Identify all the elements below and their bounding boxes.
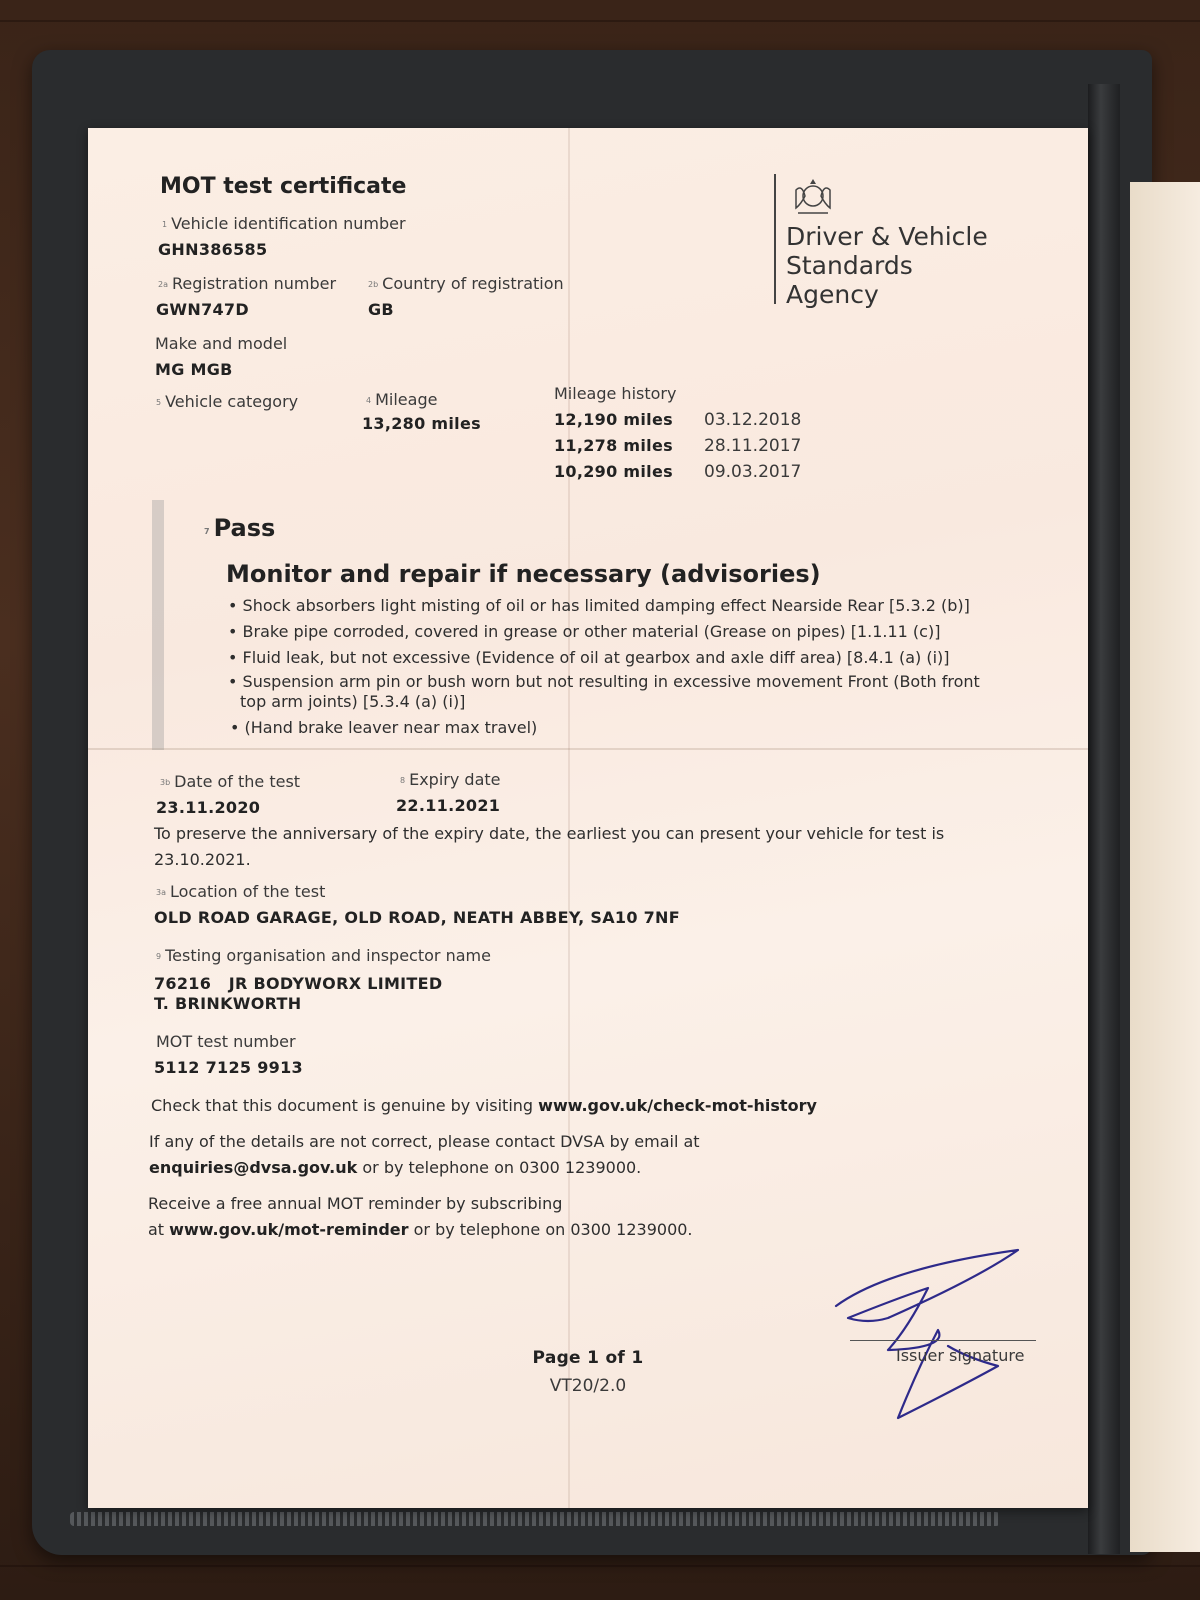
check-genuine-text [151, 1092, 817, 1119]
result-field-number: 7 [204, 527, 210, 536]
category-field-number: 5 [156, 398, 162, 407]
test-date-value: 23.11.2020 [156, 798, 261, 817]
contact-text-line-1: If any of the details are not correct, please contact DVSA by email at [149, 1132, 700, 1151]
agency-name-line-3: Agency [786, 280, 879, 309]
dvsa-logo [774, 174, 1016, 309]
contact-text-line-2 [149, 1154, 641, 1181]
mileage-history-date-2: 28.11.2017 [704, 436, 802, 456]
advisory-item: • Fluid leak, but not excessive (Evidence of oil at gearbox and axle diff area) [8.4.1 (a) (i)] [228, 648, 950, 667]
country-label: Country of registration [382, 274, 564, 293]
country-value: GB [368, 300, 394, 319]
mot-reminder-link[interactable]: www.gov.uk/mot-reminder [169, 1220, 409, 1239]
preserve-note-line-1: To preserve the anniversary of the expiry date, the earliest you can present your vehicle for test is [154, 824, 945, 843]
advisory-text: Fluid leak, but not excessive (Evidence of oil at gearbox and axle diff area) [8.4.1 (a) (i)] [242, 648, 950, 667]
mileage-label-row [366, 390, 437, 409]
advisory-item: • Suspension arm pin or bush worn but not resulting in excessive movement Front (Both front [228, 672, 980, 691]
test-result: Pass [213, 514, 276, 542]
expiry-date-value: 22.11.2021 [396, 796, 501, 815]
vin-value: GHN386585 [158, 240, 268, 259]
contact-phone-text: or by telephone on 0300 1239000. [357, 1158, 642, 1177]
expiry-date-label-row [400, 770, 500, 789]
test-number-label: MOT test number [156, 1032, 296, 1051]
mileage-history-miles-3: 10,290 miles [554, 462, 673, 481]
advisory-text: Shock absorbers light misting of oil or has limited damping effect Nearside Rear [5.3.2 (b)] [242, 596, 970, 615]
result-row [204, 514, 275, 542]
country-field-number: 2b [368, 280, 379, 289]
form-code: VT20/2.0 [549, 1376, 627, 1396]
mileage-history-miles-1: 12,190 miles [554, 410, 673, 429]
advisory-text: Brake pipe corroded, covered in grease or other material (Grease on pipes) [1.1.11 (c)] [242, 622, 941, 641]
location-label: Location of the test [170, 882, 326, 901]
registration-label: Registration number [172, 274, 337, 293]
category-label: Vehicle category [165, 392, 299, 411]
advisory-item: • (Hand brake leaver near max travel) [230, 718, 538, 737]
advisory-text: (Hand brake leaver near max travel) [244, 718, 538, 737]
registration-field-number: 2a [158, 280, 168, 289]
registration-label-row [158, 274, 336, 293]
location-field-number: 3a [156, 888, 166, 897]
advisory-text-continued: top arm joints) [5.3.4 (a) (i)] [240, 692, 466, 711]
signature-line [850, 1340, 1036, 1341]
folder-zip-strip [70, 1512, 1000, 1526]
reminder-phone-text: or by telephone on 0300 1239000. [408, 1220, 693, 1239]
mileage-history-miles-2: 11,278 miles [554, 436, 673, 455]
inspector-name: T. BRINKWORTH [154, 994, 302, 1013]
category-label-row [156, 392, 298, 411]
issuer-signature-graphic [828, 1238, 1038, 1428]
organisation-field-number: 9 [156, 952, 162, 961]
agency-name-line-2: Standards [786, 251, 913, 280]
mileage-history-date-3: 09.03.2017 [704, 462, 802, 482]
certificate-title: MOT test certificate [160, 174, 407, 199]
test-date-label: Date of the test [174, 772, 301, 791]
mileage-history-label: Mileage history [554, 384, 677, 403]
adjacent-sheet [1130, 182, 1200, 1552]
test-number-value: 5112 7125 9913 [154, 1058, 303, 1077]
location-label-row [156, 882, 325, 901]
mot-certificate [88, 128, 1088, 1508]
location-value: OLD ROAD GARAGE, OLD ROAD, NEATH ABBEY, SA10 7NF [154, 908, 680, 927]
advisory-item: • Brake pipe corroded, covered in grease or other material (Grease on pipes) [1.1.11 (c)] [228, 622, 941, 641]
contact-email-link[interactable]: enquiries@dvsa.gov.uk [149, 1158, 358, 1177]
vin-label-row [162, 214, 406, 233]
reminder-text-line-1: Receive a free annual MOT reminder by subscribing [148, 1194, 563, 1213]
test-date-label-row [160, 772, 300, 791]
test-date-field-number: 3b [160, 778, 171, 787]
check-genuine-prefix: Check that this document is genuine by visiting [151, 1096, 539, 1115]
organisation-label-row [156, 946, 491, 965]
expiry-date-field-number: 8 [400, 776, 406, 785]
expiry-date-label: Expiry date [409, 770, 501, 789]
organisation-line-1: 76216 JR BODYWORX LIMITED [154, 974, 443, 993]
mileage-history-date-1: 03.12.2018 [704, 410, 802, 430]
make-model-label: Make and model [155, 334, 288, 353]
organisation-label: Testing organisation and inspector name [165, 946, 491, 965]
advisory-text: Suspension arm pin or bush worn but not resulting in excessive movement Front (Both front [242, 672, 980, 691]
registration-value: GWN747D [156, 300, 249, 319]
make-model-value: MG MGB [155, 360, 233, 379]
mileage-value: 13,280 miles [362, 414, 481, 433]
reminder-text-line-2 [148, 1216, 693, 1243]
vin-label: Vehicle identification number [171, 214, 406, 233]
mileage-label: Mileage [375, 390, 438, 409]
issuer-signature-label: Issuer signature [896, 1346, 1025, 1365]
page-number: Page 1 of 1 [532, 1348, 644, 1368]
vin-field-number: 1 [162, 220, 168, 229]
royal-crest-icon [788, 176, 838, 216]
advisory-item: • Shock absorbers light misting of oil or has limited damping effect Nearside Rear [5.3.2 (b)] [228, 596, 970, 615]
check-mot-history-link[interactable]: www.gov.uk/check-mot-history [538, 1096, 817, 1115]
agency-name-line-1: Driver & Vehicle [786, 222, 988, 251]
advisories-title: Monitor and repair if necessary (advisories) [226, 560, 821, 588]
mileage-field-number: 4 [366, 396, 372, 405]
preserve-note-line-2: 23.10.2021. [154, 850, 251, 869]
result-margin-bar [152, 500, 164, 750]
folder-spine [1088, 84, 1120, 1554]
country-label-row [368, 274, 564, 293]
reminder-at-text: at [148, 1220, 170, 1239]
